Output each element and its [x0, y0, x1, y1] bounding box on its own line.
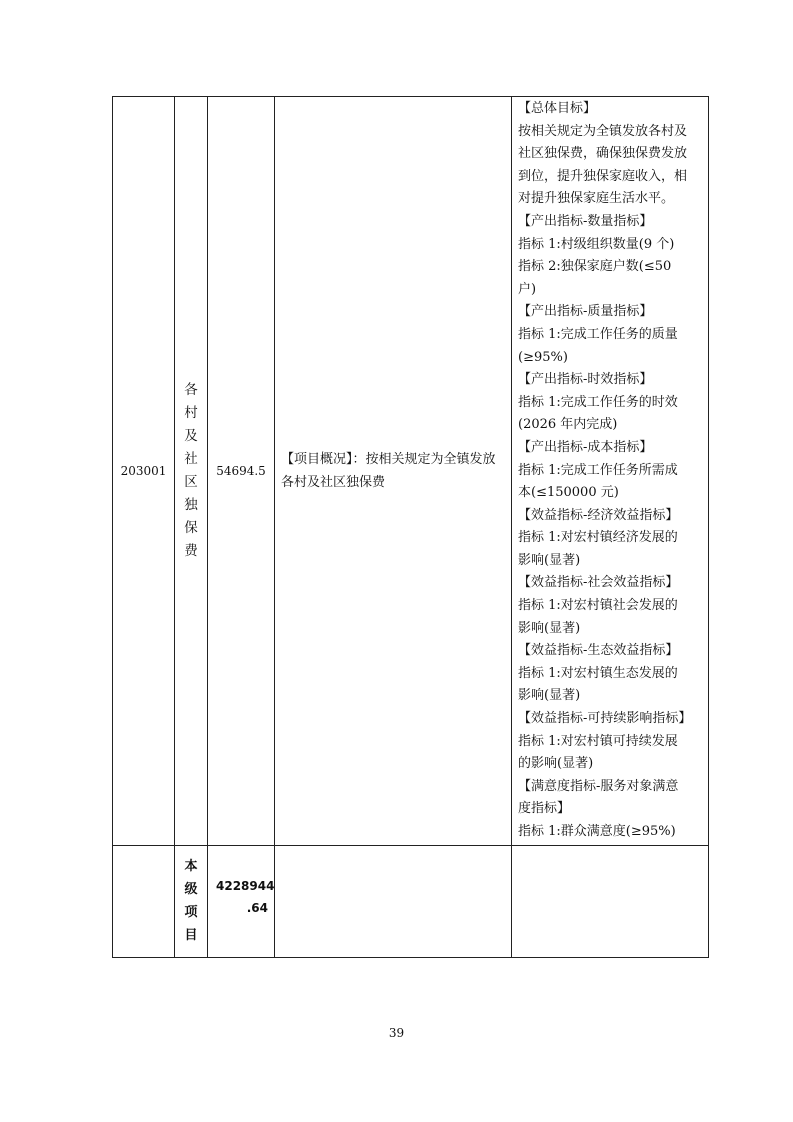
page-number: 39 [388, 1026, 405, 1040]
goal-line: 社区独保费，确保独保费发放 [518, 146, 688, 162]
goal-line: 指标 1:完成工作任务的时效 [518, 394, 678, 410]
goal-line: 【效益指标-社会效益指标】 [518, 575, 679, 591]
goal-line: 本(≤150000 元) [518, 485, 619, 501]
project-name-char: 各 [184, 381, 198, 398]
project-name-char: 村 [184, 404, 198, 421]
goal-line: 【产出指标-时效指标】 [518, 372, 653, 388]
total-label-char: 级 [184, 882, 198, 898]
project-amount: 54694.5 [208, 97, 275, 846]
project-name-char: 及 [184, 427, 198, 444]
goal-line: 指标 1:村级组织数量(9 个) [518, 236, 675, 252]
goal-line: 【满意度指标-服务对象满意 [518, 778, 679, 794]
goal-line: 指标 1:完成工作任务的质量 [518, 326, 678, 342]
total-label-char: 项 [184, 905, 198, 921]
goal-line: 【效益指标-可持续影响指标】 [518, 711, 692, 727]
total-label-char: 本 [184, 859, 198, 875]
goal-line: 对提升独保家庭生活水平。 [518, 191, 675, 207]
project-name-char: 区 [184, 473, 198, 490]
goal-line: 【产出指标-质量指标】 [518, 304, 653, 320]
project-name-char: 保 [184, 519, 198, 536]
goal-line: 影响(显著) [518, 552, 581, 568]
project-table [112, 96, 709, 958]
goal-line: 指标 2:独保家庭户数(≤50 [518, 259, 672, 275]
project-name-char: 社 [184, 450, 198, 467]
goal-line: 影响(显著) [518, 620, 581, 636]
goal-line: 【总体目标】 [518, 101, 597, 116]
goal-line: 的影响(显著) [518, 756, 594, 772]
goal-line: 指标 1:对宏村镇可持续发展 [518, 733, 678, 749]
goal-line: 指标 1:对宏村镇社会发展的 [518, 598, 678, 614]
empty-cell [512, 845, 709, 957]
goal-line: 【效益指标-生态效益指标】 [518, 643, 679, 659]
total-amount-line1: 4228944 [216, 878, 275, 893]
goal-line: 指标 1:对宏村镇经济发展的 [518, 530, 678, 546]
goal-line: 指标 1:完成工作任务所需成 [518, 462, 678, 478]
project-name [175, 97, 208, 846]
total-row [113, 845, 709, 957]
table-row [113, 97, 709, 846]
goal-line: 户) [518, 281, 537, 297]
total-label-char: 目 [184, 928, 198, 944]
project-name-char: 费 [184, 542, 198, 559]
goal-line: 【效益指标-经济效益指标】 [518, 507, 679, 523]
project-summary: 【项目概况】：按相关规定为全镇发放各村及社区独保费 [275, 97, 512, 846]
goal-line: 【产出指标-数量指标】 [518, 213, 653, 229]
goal-line: 度指标】 [518, 801, 571, 817]
project-name-char: 独 [184, 496, 198, 513]
goal-line: (≥95%) [518, 349, 568, 365]
empty-cell [113, 845, 175, 957]
goal-line: 到位，提升独保家庭收入，相 [518, 168, 688, 184]
total-amount-line2: .64 [246, 900, 268, 915]
goal-line: 指标 1:对宏村镇生态发展的 [518, 665, 678, 681]
project-code: 203001 [113, 97, 175, 846]
goal-line: 影响(显著) [518, 688, 581, 704]
goal-line: (2026 年内完成) [518, 417, 618, 433]
total-label [175, 845, 208, 957]
goal-line: 【产出指标-成本指标】 [518, 439, 653, 455]
goal-line: 指标 1:群众满意度(≥95%) [518, 824, 676, 839]
total-amount [208, 845, 275, 957]
goal-line: 按相关规定为全镇发放各村及 [518, 123, 688, 139]
performance-goals [512, 97, 709, 846]
empty-cell [275, 845, 512, 957]
